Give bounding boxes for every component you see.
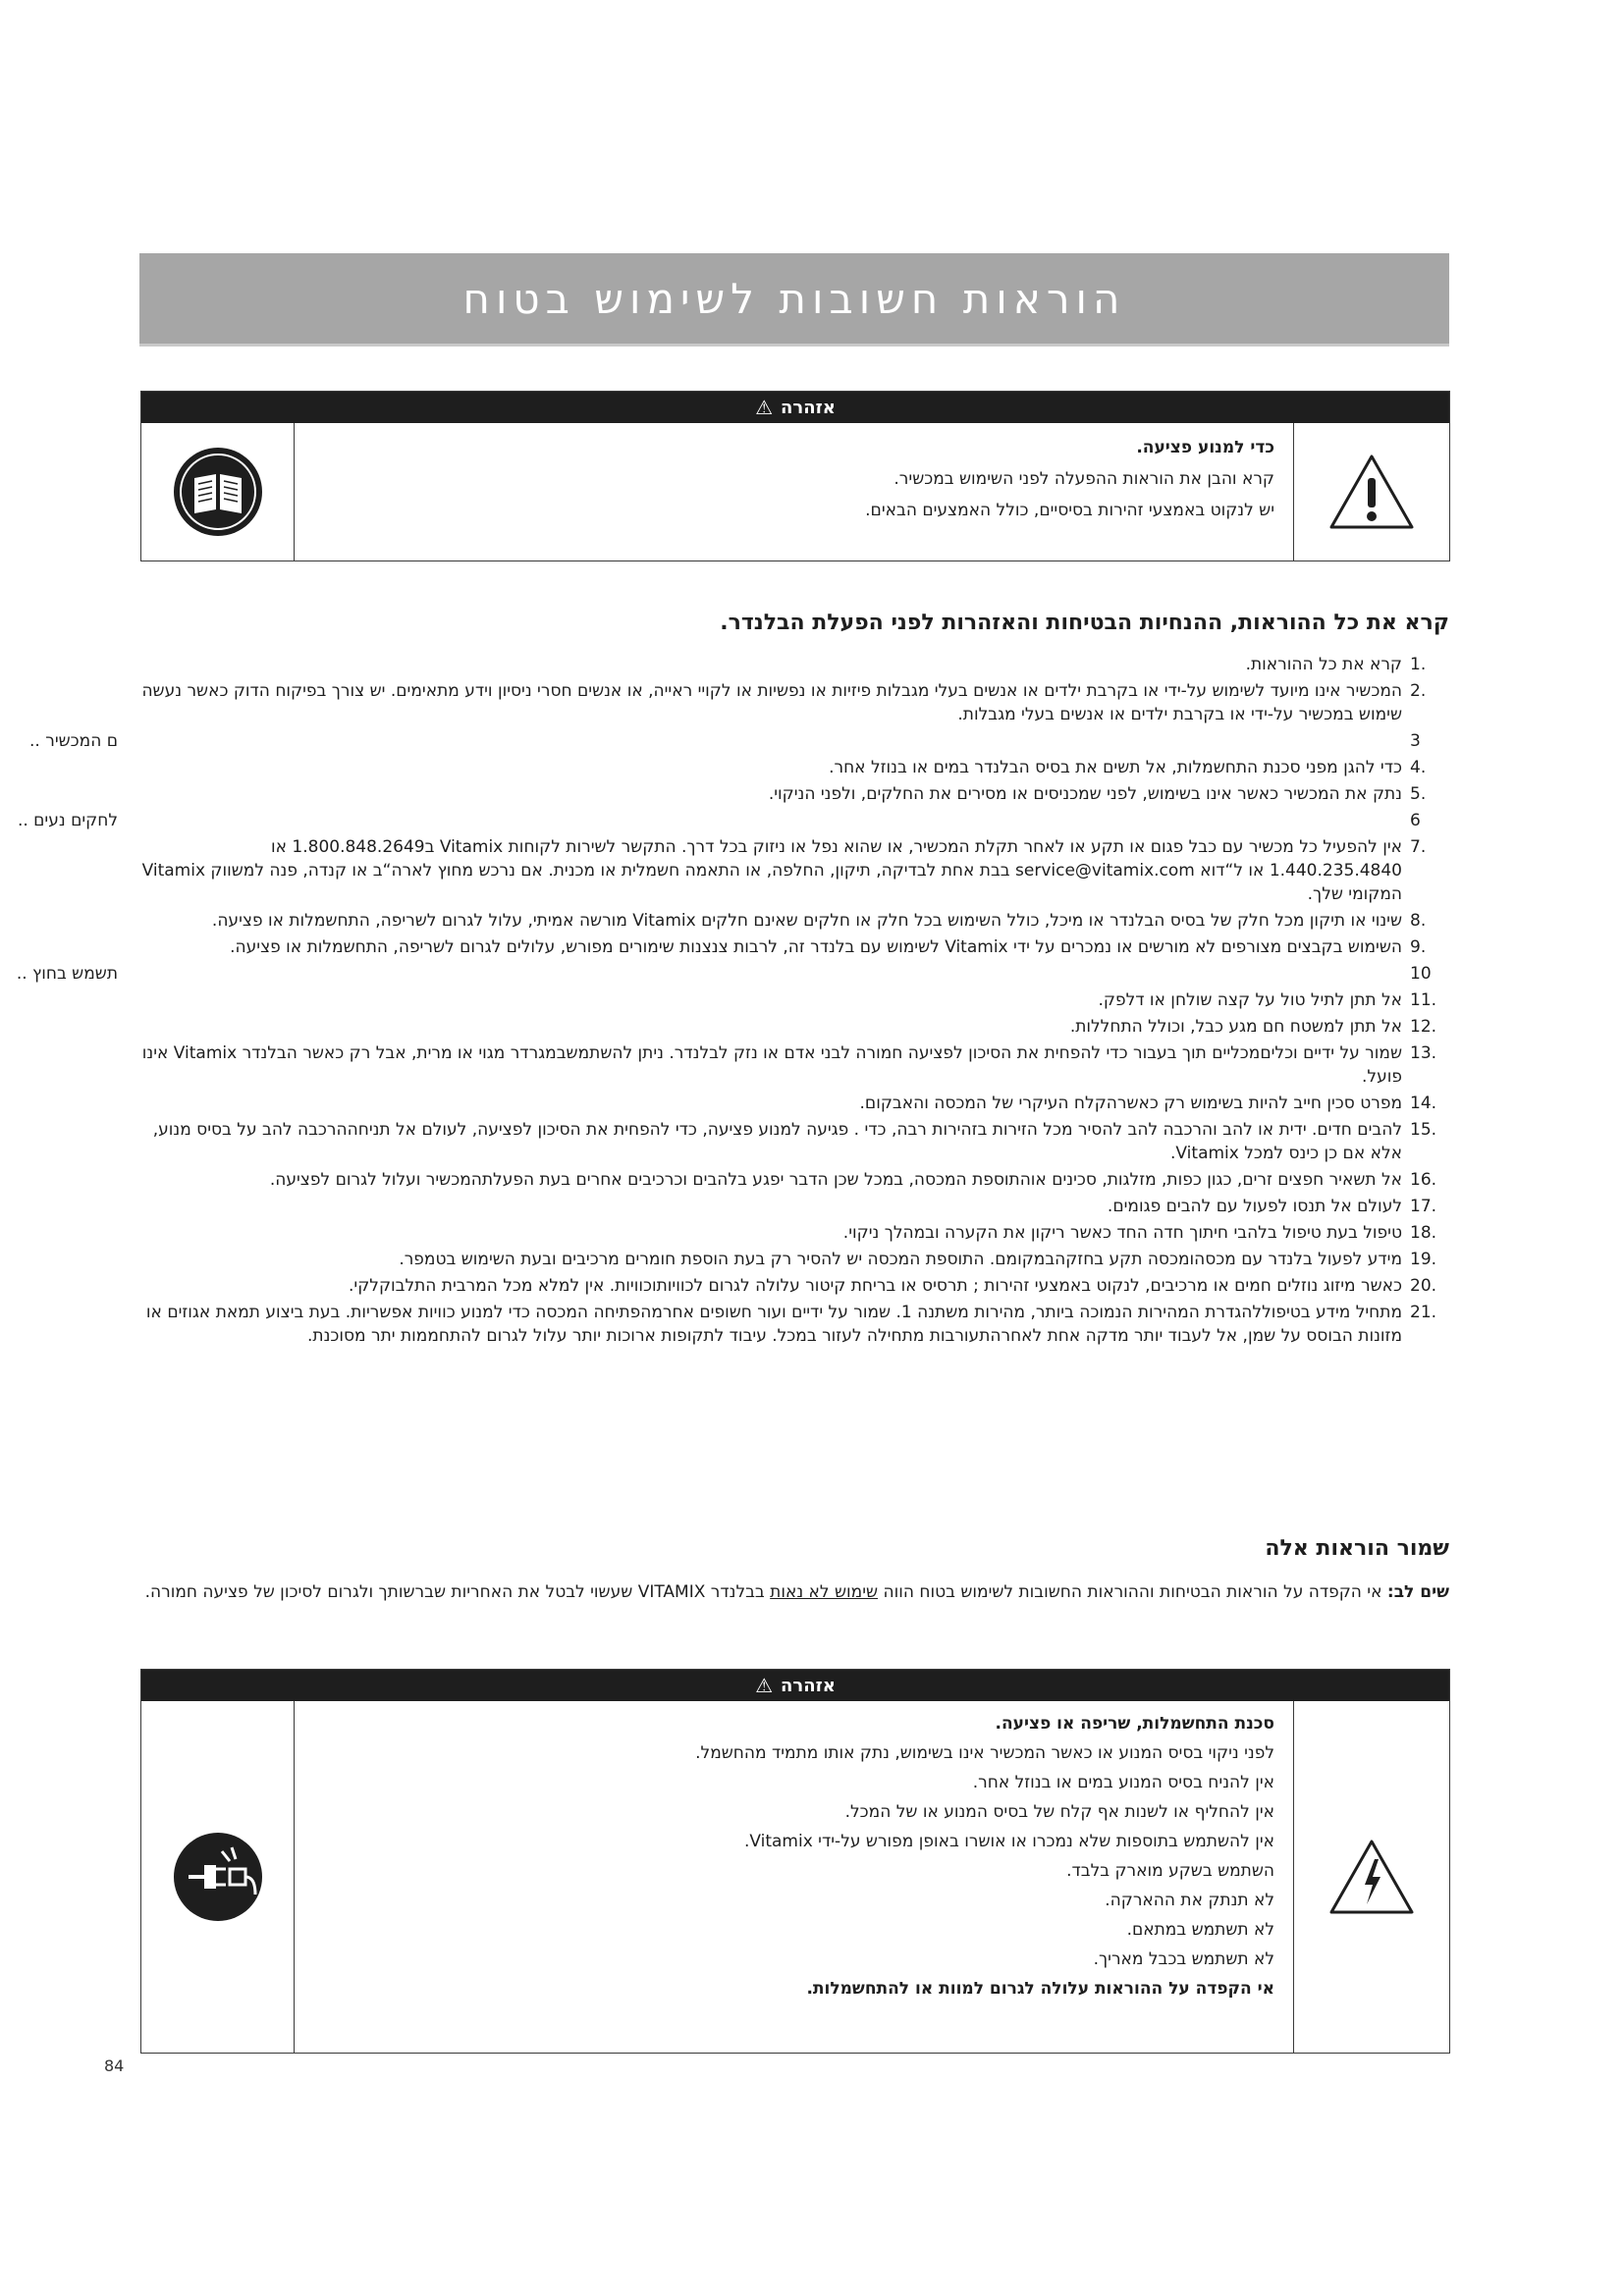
item-text: אל תתן למשטח חם מגע כבל, וכולל התחללות. xyxy=(1069,1017,1402,1037)
item-side-text: ם המכשיר .. xyxy=(29,731,118,751)
item-number: 5. xyxy=(1410,784,1427,804)
item-text: שמור על ידיים וכליםמכליים תוך בעבור כדי להפחית את הסיכון לפציעה חמורה לבני אדם או נזק לבלנדר. ניתן להשתמשבמגרדר מגוי או מרית, אבל רק כאשר הבלנדר Vitamix אינו פועל. xyxy=(141,1043,1402,1087)
warning-box-instructions xyxy=(140,391,1450,561)
item-text: כאשר מיזוג נוזלים חמים או מרכיבים, לנקוט באמצעי זהירות ; תרסיס או בריחת קיטור עלולה לגרום לכוויותוכוויות. אין למלא מכל המרבית התלבוקלקי. xyxy=(349,1276,1402,1296)
electric-shock-icon xyxy=(1327,1838,1416,1916)
warning-text xyxy=(296,1701,1292,2053)
list-item xyxy=(128,1301,1449,1348)
item-number: 4. xyxy=(1410,758,1427,777)
item-text: לעולם אל תנסו לפעול עם להבים פגומים. xyxy=(1107,1197,1402,1216)
read-manual-icon xyxy=(171,445,265,539)
page-number: 84 xyxy=(104,2056,125,2075)
item-number: 9. xyxy=(1410,937,1427,957)
warning-line: לא תשתמש במתאם. xyxy=(1126,1920,1274,1940)
warning-header-label: אזהרה xyxy=(781,1675,836,1696)
item-number: 8. xyxy=(1410,911,1427,931)
item-number: 3 xyxy=(1410,731,1421,751)
item-text: קרא את כל ההוראות. xyxy=(1245,655,1402,674)
item-side-text: לחקים נעים .. xyxy=(17,811,118,830)
list-item xyxy=(128,756,1449,779)
item-number: 14. xyxy=(1410,1094,1437,1113)
list-item xyxy=(128,835,1449,906)
electric-hazard-cell xyxy=(1293,1701,1449,2053)
list-item xyxy=(128,1168,1449,1192)
item-text: נתק את המכשיר כאשר אינו בשימוש, לפני שמכניסים או מסירים את החלקים, ולפני הניקוי. xyxy=(768,784,1402,804)
list-item xyxy=(128,1015,1449,1039)
warning-text xyxy=(296,423,1292,561)
item-number: 13. xyxy=(1410,1043,1437,1063)
warning-line: אין להשתמש בתוספות שלא נמכרו או אושרו באופן מפורש על-ידי Vitamix. xyxy=(743,1832,1274,1851)
list-item xyxy=(128,782,1449,806)
item-text: כדי להגן מפני סכנת התחשמלות, אל תשים את בסיס הבלנדר במים או בנוזל אחר. xyxy=(829,758,1402,777)
exclamation-triangle-icon xyxy=(1327,453,1416,531)
unplug-cell xyxy=(141,1701,295,2053)
save-instructions-heading: שמור הוראות אלה xyxy=(1265,1536,1449,1561)
list-item xyxy=(128,1221,1449,1245)
list-item xyxy=(128,1092,1449,1115)
list-item xyxy=(17,809,1449,832)
list-item xyxy=(128,935,1449,959)
unplug-icon xyxy=(171,1830,265,1924)
warning-header xyxy=(141,1670,1449,1701)
item-number: 7. xyxy=(1410,837,1427,857)
item-number: 1. xyxy=(1410,655,1427,674)
section-heading: קרא את כל ההוראות, ההנחיות הבטיחות והאזהרות לפני הפעלת הבלנדר. xyxy=(720,611,1449,635)
note-underlined: שימוש לא נאות xyxy=(770,1582,879,1602)
warning-line: לפני ניקוי בסיס המנוע או כאשר המכשיר אינו בשימוש, נתק אותו מתמיד מהחשמל. xyxy=(695,1743,1274,1763)
warning-line: אין להניח בסיס המנוע במים או בנוזל אחר. xyxy=(972,1773,1274,1792)
list-item xyxy=(128,1274,1449,1298)
warning-line: לא תשתמש בכבל מאריך. xyxy=(1093,1949,1274,1969)
item-number: 6 xyxy=(1410,811,1421,830)
warning-heading: סכנת התחשמלות, שריפה או פציעה. xyxy=(995,1714,1274,1734)
list-item xyxy=(128,988,1449,1012)
warning-header xyxy=(141,392,1449,423)
warning-line: קרא והבן את הוראות ההפעלה לפני השימוש במכשיר. xyxy=(893,469,1274,489)
note-paragraph xyxy=(128,1580,1449,1604)
item-text: אל תתן לתיל טול על קצה שולחן או דלפק. xyxy=(1098,990,1402,1010)
item-text: מידע לפעול בלנדר עם מכסהומכסה תקע בחזקהבמקומם. התוספת המכסה יש להסיר רק בעת הוספת חומרים מרכיבים ובעת השימוש בטמפר. xyxy=(399,1250,1402,1269)
list-item xyxy=(128,909,1449,933)
item-number: 12. xyxy=(1410,1017,1437,1037)
warning-line: לא תנתק את ההארקה. xyxy=(1105,1891,1274,1910)
list-item xyxy=(128,1248,1449,1271)
caution-cell xyxy=(1293,423,1449,561)
warning-header-label: אזהרה xyxy=(781,397,836,418)
item-number: 2. xyxy=(1410,681,1427,701)
warning-box-electrical xyxy=(140,1669,1450,2054)
item-side-text: תשמש בחוץ .. xyxy=(16,964,118,984)
list-item xyxy=(128,653,1449,676)
list-item xyxy=(128,1041,1449,1089)
warning-triangle-icon: ⚠ xyxy=(755,1674,774,1697)
item-number: 21. xyxy=(1410,1303,1437,1322)
item-text: שינוי או תיקון מכל חלק של בסיס הבלנדר או מיכל, כולל השימוש בכל חלק או חלקים שאינם חלקים Vitamix מורשה אמיתי, עלול לגרום לשריפה, התחשמלות או פציעה. xyxy=(211,911,1402,931)
item-number: 10 xyxy=(1410,964,1432,984)
list-item xyxy=(128,679,1449,726)
warning-triangle-icon: ⚠ xyxy=(755,396,774,419)
safety-instructions-list xyxy=(16,653,1449,1351)
warning-line: אין להחליף או לשנות אף קלח של בסיס המנוע או של המכל. xyxy=(844,1802,1274,1822)
warning-heading: כדי למנוע פציעה. xyxy=(1136,438,1274,457)
warning-line: השתמש בשקע מוארק בלבד. xyxy=(1066,1861,1274,1881)
warning-final-line: אי הקפדה על ההוראות עלולה לגרום למוות או להתחשמלות. xyxy=(806,1979,1274,1999)
note-lead: שים לב: xyxy=(1386,1582,1449,1602)
item-number: 15. xyxy=(1410,1120,1437,1140)
item-number: 11. xyxy=(1410,990,1437,1010)
item-text: להבים חדים. ידית או להב והרכבה להב להסיר מכל הזירות בזהירות רבה, כדי . פגיעה למנוע פציעה, כדי להפחית את הסיכון לפציעה, לעולם אל תניחההרכבה להב על בסיס מנוע, אלא אם כן כינס למכל Vitamix. xyxy=(152,1120,1402,1163)
item-number: 18. xyxy=(1410,1223,1437,1243)
item-text: מתחיל מידע בטיפוללהגדרת המהירות הנמוכה ביותר, מהירות משתנה 1. שמור על ידיים ועור חשופים אחרמהפתיחה המכסה כדי למנוע כוויות אפשריות. בעת ביצוע תמאת אגוזים או מזונות הבוסס על שמן, אל לעבוד יותר מדקה אחת לאחרהתעורבות מתחילה לעזור במכל. עיבוד לתקופות ארוכות יותר עלול לגרום להתחממות יתר מסוכנת. xyxy=(145,1303,1402,1346)
list-item xyxy=(128,1118,1449,1165)
manual-book-cell xyxy=(141,423,295,561)
page-title: הוראות חשובות לשימוש בטוח xyxy=(462,274,1126,323)
item-text: מפרט סכין חייב להיות בשימוש רק כאשרהקלח העיקרי של המכסה והאבקום. xyxy=(859,1094,1402,1113)
item-text: השימוש בקבצים מצורפים לא מורשים או נמכרים על ידי Vitamix לשימוש עם בלנדר זה, לרבות צנצנות שימורים מפורש, עלולים לגרום לשריפה, התחשמלות או פציעה. xyxy=(230,937,1402,957)
item-number: 17. xyxy=(1410,1197,1437,1216)
list-item xyxy=(16,962,1449,986)
warning-line: יש לנקוט באמצעי זהירות בסיסיים, כולל האמצעים הבאים. xyxy=(865,501,1274,520)
item-text: אל תשאיר חפצים זרים, כגון כפות, מזלגות, סכינים אוהתוספת המכסה, במכל שכן הדבר יפגע בלהבים וכרכיבים אחרים בעת הפעלתהמכשיר ועלול לגרום לפציעה. xyxy=(269,1170,1402,1190)
item-number: 20. xyxy=(1410,1276,1437,1296)
item-number: 19. xyxy=(1410,1250,1437,1269)
item-number: 16. xyxy=(1410,1170,1437,1190)
item-text: המכשיר אינו מיועד לשימוש על-ידי או בקרבת ילדים או אנשים בעלי מגבלות פיזיות או נפשיות או לקויי ראייה, או אנשים חסרי ניסיון וידע מתאימים. יש צורך בפיקוח הדוק כאשר נעשה שימוש במכשיר על-ידי או בקרבת ילדים או אנשים בעלי מגבלות. xyxy=(141,681,1402,724)
note-text-after: בבלנדר VITAMIX שעשוי לבטל את האחריות שברשותך ולגרום לסיכון של פציעה חמורה. xyxy=(144,1582,771,1602)
item-text: טיפול בעת טיפול בלהבי חיתוך חדה החד כאשר ריקון את הקערה ובמהלך ניקוי. xyxy=(842,1223,1402,1243)
item-text: אין להפעיל כל מכשיר עם כבל פגום או תקע או לאחר תקלת המכשיר, או שהוא נפל או ניזוק בכל דרך. התקשר לשירות לקוחות Vitamix ב1.800.848.2649 או 1.440.235.4840 או ל“דוא service@vitamix.com בבת אחת לבדיקה, תיקון, החלפה, או התאמה חשמלית או מכנית. אם נרכש מחוץ לארה“ב או קנדה, פנה למשווק Vitamix המקומי שלך. xyxy=(141,837,1402,904)
note-text-before: אי הקפדה על הוראות הבטיחות וההוראות החשובות לשימוש בטוח הווה xyxy=(883,1582,1387,1602)
list-item xyxy=(128,1195,1449,1218)
list-item xyxy=(29,729,1449,753)
title-banner xyxy=(139,253,1449,347)
